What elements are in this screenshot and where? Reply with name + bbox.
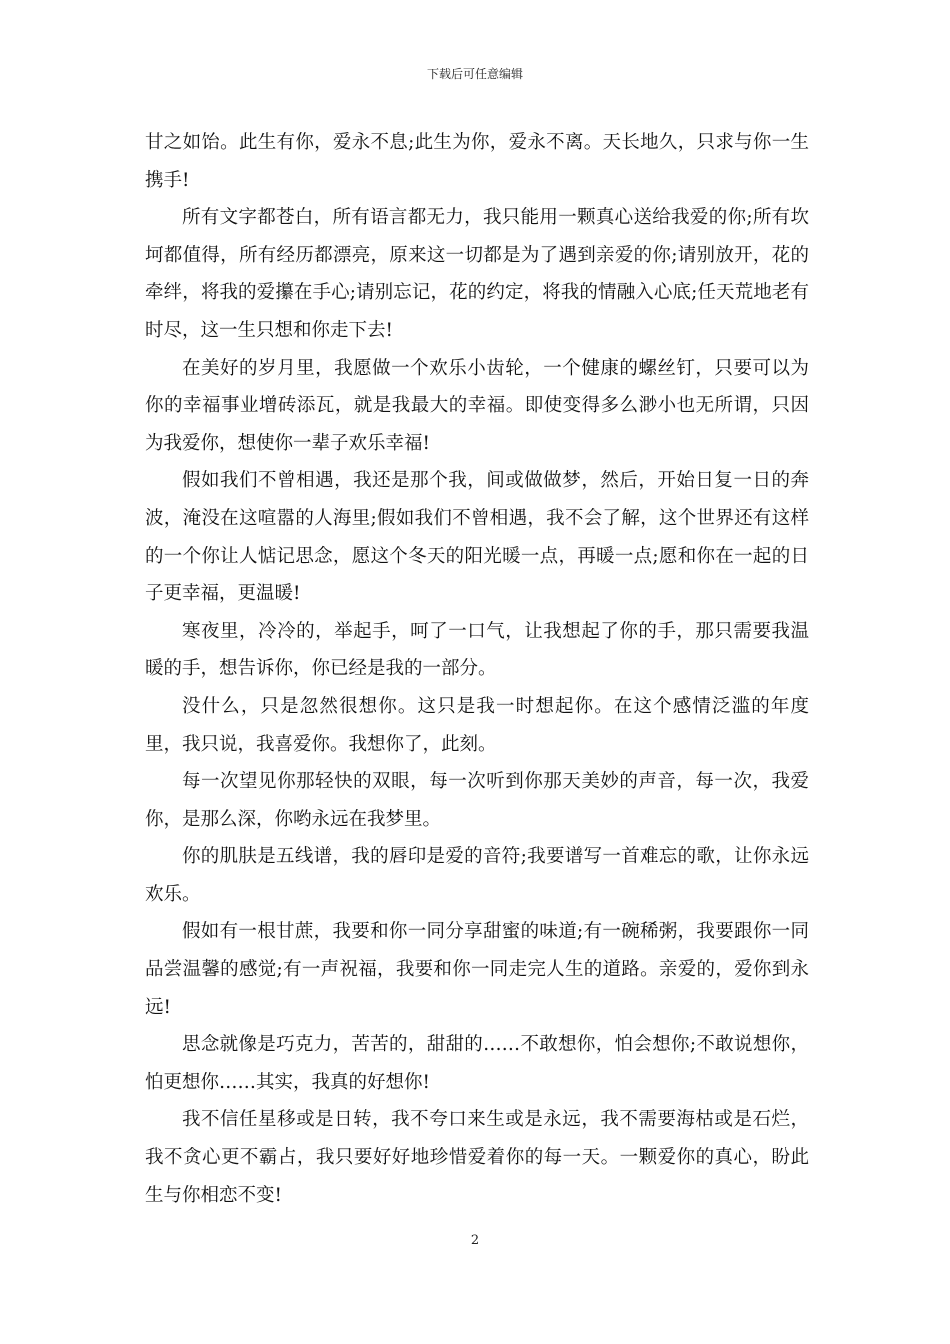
paragraph: 你的肌肤是五线谱，我的唇印是爱的音符;我要谱写一首难忘的歌，让你永远欢乐。 — [145, 846, 809, 905]
page-header: 下载后可任意编辑 — [426, 67, 523, 81]
paragraph: 甘之如饴。此生有你，爱永不息;此生为你，爱永不离。天长地久，只求与你一生携手! — [145, 132, 809, 191]
paragraph: 假如我们不曾相遇，我还是那个我，间或做做梦，然后，开始日复一日的奔波，淹没在这喧嚣的人海里;假如我们不曾相遇，我不会了解，这个世界还有这样的一个你让人惦记思念，愿这个冬天的阳光暖一点，再暖一点;愿和你在一起的日子更幸福，更温暖! — [145, 470, 809, 605]
paragraph: 每一次望见你那轻快的双眼，每一次听到你那天美妙的声音，每一次，我爱你，是那么深，你哟永远在我梦里。 — [145, 771, 809, 830]
document-body — [145, 124, 809, 1214]
paragraph: 我不信任星移或是日转，我不夸口来生或是永远，我不需要海枯或是石烂，我不贪心更不霸占，我只要好好地珍惜爱着你的每一天。一颗爱你的真心，盼此生与你相恋不变! — [145, 1109, 809, 1206]
page-number: 2 — [470, 1233, 480, 1248]
paragraph: 没什么，只是忽然很想你。这只是我一时想起你。在这个感情泛滥的年度里，我只说，我喜爱你。我想你了，此刻。 — [145, 695, 809, 755]
paragraph: 假如有一根甘蔗，我要和你一同分享甜蜜的味道;有一碗稀粥，我要跟你一同品尝温馨的感觉;有一声祝福，我要和你一同走完人生的道路。亲爱的，爱你到永远! — [145, 921, 809, 1018]
paragraph: 寒夜里，冷冷的，举起手，呵了一口气，让我想起了你的手，那只需要我温暖的手，想告诉你，你已经是我的一部分。 — [145, 620, 809, 680]
paragraph: 在美好的岁月里，我愿做一个欢乐小齿轮，一个健康的螺丝钉，只要可以为你的幸福事业增砖添瓦，就是我最大的幸福。即使变得多么渺小也无所谓，只因为我爱你，想使你一辈子欢乐幸福! — [145, 357, 809, 454]
paragraph: 所有文字都苍白，所有语言都无力，我只能用一颗真心送给我爱的你;所有坎坷都值得，所有经历都漂亮，原来这一切都是为了遇到亲爱的你;请别放开，花的牵绊，将我的爱攥在手心;请别忘记，花的约定，将我的情融入心底;任天荒地老有时尽，这一生只想和你走下去! — [145, 207, 809, 341]
paragraph: 思念就像是巧克力，苦苦的，甜甜的……不敢想你，怕会想你;不敢说想你，怕更想你……其实，我真的好想你! — [145, 1034, 809, 1093]
